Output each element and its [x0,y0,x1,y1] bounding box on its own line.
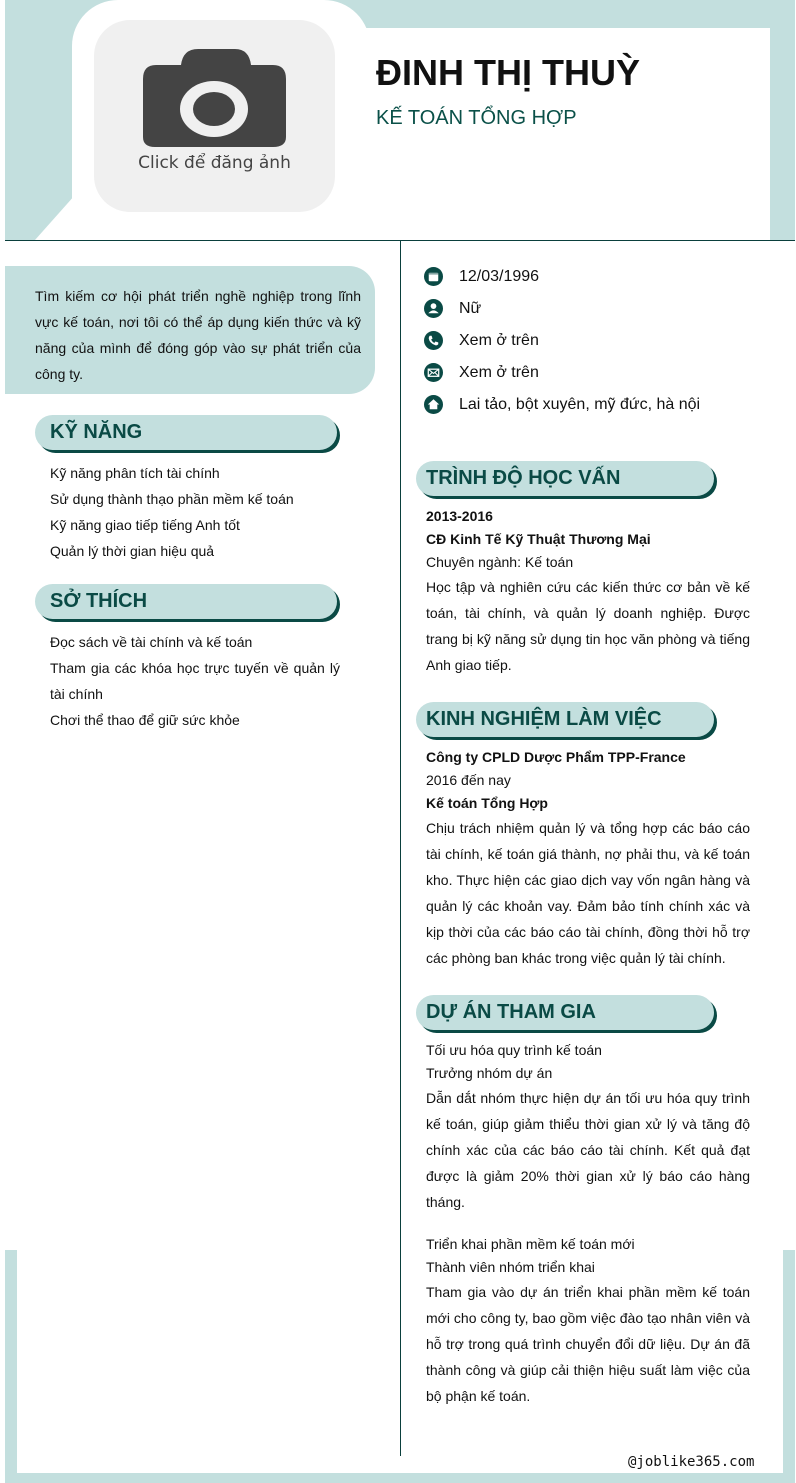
list-item: Kỹ năng phân tích tài chính [50,465,220,481]
footer-decoration [5,1250,17,1483]
project-entry [426,1233,750,1409]
project-name: Triển khai phần mềm kế toán mới [426,1236,635,1252]
education-school: CĐ Kinh Tế Kỹ Thuật Thương Mại [426,531,651,547]
skills-list [50,460,340,564]
section-heading-projects: DỰ ÁN THAM GIA [416,995,714,1030]
section-heading-skills: KỸ NĂNG [35,415,337,450]
project-name: Tối ưu hóa quy trình kế toán [426,1042,602,1058]
calendar-icon [424,267,443,286]
home-icon [424,395,443,414]
footer-watermark: @joblike365.com [628,1454,755,1470]
contact-gender [424,299,481,318]
phone: Xem ở trên [459,331,539,349]
project-entry [426,1039,750,1215]
header-panel [72,150,92,240]
photo-upload[interactable] [94,20,335,212]
email: Xem ở trên [459,363,539,381]
footer-decoration [5,1473,795,1483]
education-major: Chuyên ngành: Kế toán [426,554,574,570]
user-icon [424,299,443,318]
project-role: Thành viên nhóm triển khai [426,1259,595,1275]
project-description: Dẫn dắt nhóm thực hiện dự án tối ưu hóa quy trình kế toán, giúp giảm thiểu thời gian xử lý và tăng độ chính xác của các báo cáo tài chính. Kết quả đạt được là giảm 20% thời gian xử lý báo cáo hàng tháng. [426,1090,750,1210]
contact-email [424,363,539,382]
camera-icon [143,49,286,149]
career-objective: Tìm kiếm cơ hội phát triển nghề nghiệp trong lĩnh vực kế toán, nơi tôi có thể áp dụng kiến thức và kỹ năng của mình để đóng góp vào sự phát triển của công ty. [5,266,375,394]
contact-address [424,395,700,414]
candidate-name: ĐINH THỊ THUỲ [376,52,640,93]
experience-period: 2016 đến nay [426,772,511,788]
list-item: Tham gia các khóa học trực tuyến về quản lý tài chính [50,660,340,702]
list-item: Kỹ năng giao tiếp tiếng Anh tốt [50,517,240,533]
list-item: Chơi thể thao để giữ sức khỏe [50,712,240,728]
phone-icon [424,331,443,350]
education-description: Học tập và nghiên cứu các kiến thức cơ bản về kế toán, tài chính, và quản lý doanh nghiệp. Được trang bị kỹ năng sử dụng tin học văn phòng và tiếng Anh giao tiếp. [426,579,750,673]
experience-entry [426,746,750,971]
section-heading-experience: KINH NGHIỆM LÀM VIỆC [416,702,714,737]
contact-phone [424,331,539,350]
experience-role: Kế toán Tổng Hợp [426,795,548,811]
list-item: Quản lý thời gian hiệu quả [50,543,215,559]
hobbies-list [50,629,340,733]
section-heading-education: TRÌNH ĐỘ HỌC VẤN [416,461,714,496]
header-corner [35,195,75,240]
gender: Nữ [459,299,482,317]
education-period: 2013-2016 [426,508,493,524]
section-heading-hobbies: SỞ THÍCH [35,584,337,619]
project-role: Trưởng nhóm dự án [426,1065,553,1081]
photo-upload-label: Click để đăng ảnh [138,153,291,173]
list-item: Sử dụng thành thạo phần mềm kế toán [50,491,294,507]
birthdate: 12/03/1996 [459,267,540,285]
contact-birthdate [424,267,539,286]
email-icon [424,363,443,382]
list-item: Đọc sách về tài chính và kế toán [50,634,253,650]
footer-decoration [783,1250,795,1483]
experience-description: Chịu trách nhiệm quản lý và tổng hợp các báo cáo tài chính, kế toán giá thành, nợ phải thu, và kế toán kho. Thực hiện các giao dịch vay vốn ngân hàng và quản lý các khoản vay. Đảm bảo tính chính xác và kịp thời của các báo cáo tài chính, đồng thời hỗ trợ các phòng ban khác trong việc quản lý tài chính. [426,820,750,966]
project-description: Tham gia vào dự án triển khai phần mềm kế toán mới cho công ty, bao gồm việc đào tạo nhân viên và hỗ trợ trong quá trình chuyển đổi dữ liệu. Dự án đã thành công và giúp cải thiện hiệu suất làm việc của bộ phận kế toán. [426,1284,750,1404]
divider [400,240,401,1456]
experience-company: Công ty CPLD Dược Phẩm TPP-France [426,749,686,765]
education-entry [426,505,750,678]
candidate-position: KẾ TOÁN TỔNG HỢP [376,107,577,129]
address: Lai tảo, bột xuyên, mỹ đức, hà nội [459,395,701,413]
